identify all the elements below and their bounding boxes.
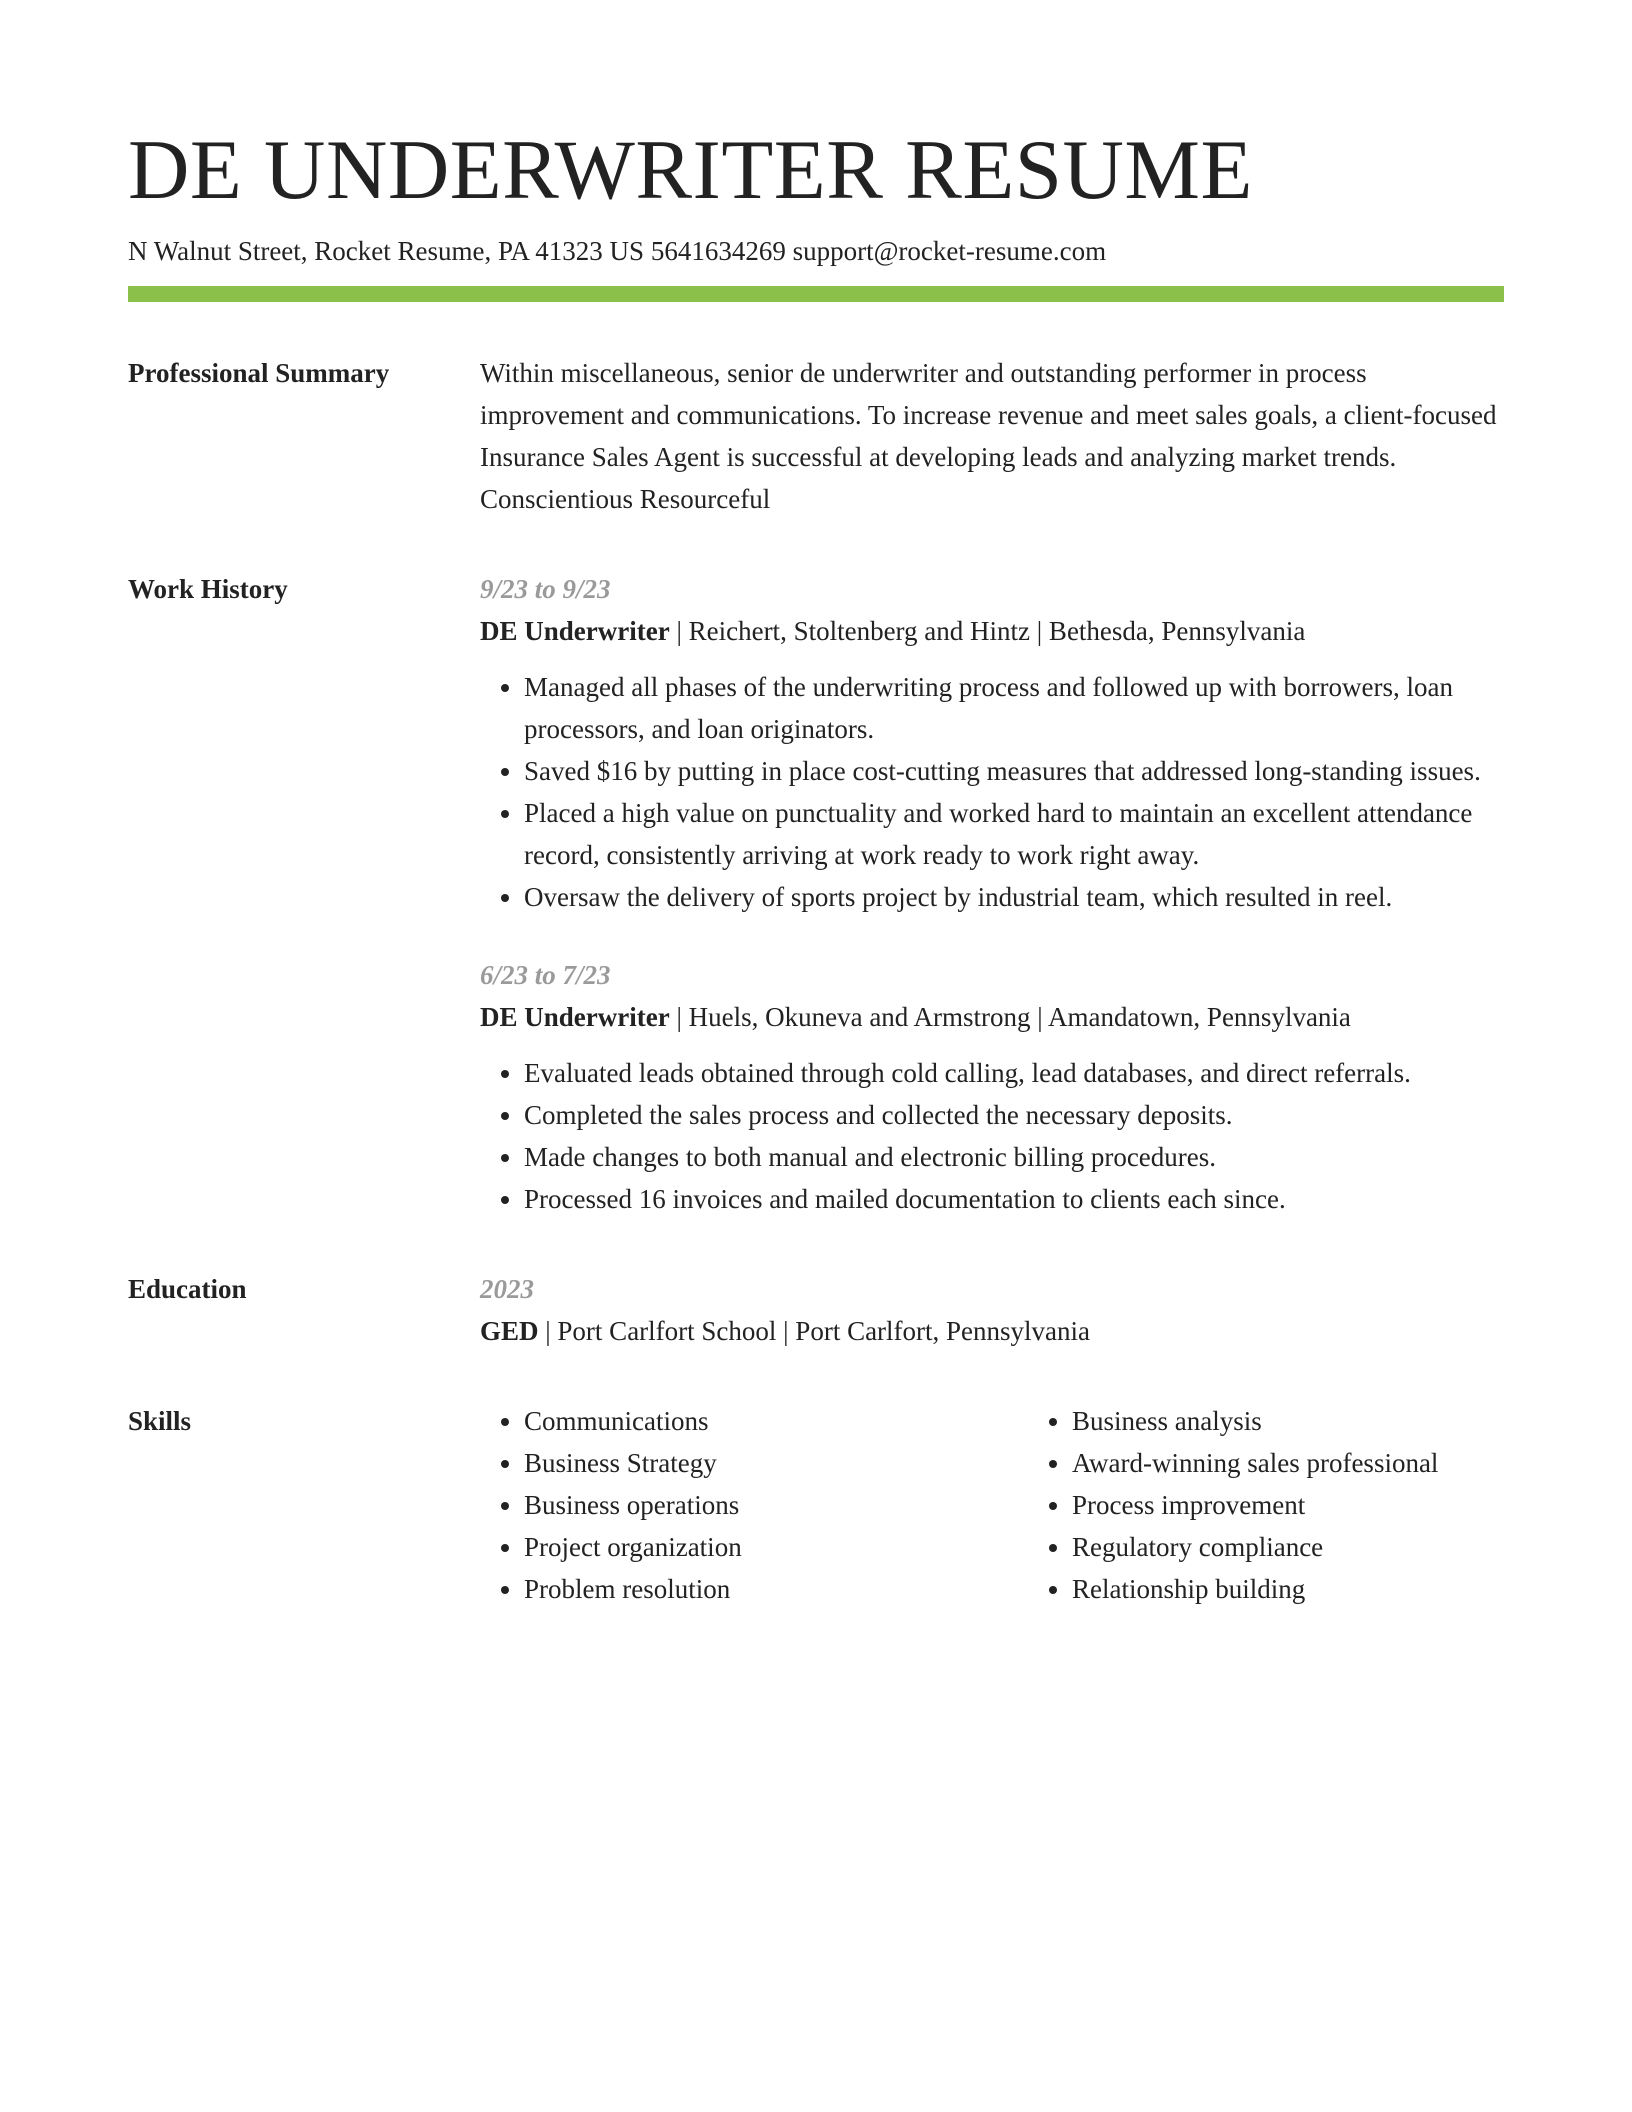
skill-item: • Communications <box>524 1400 1028 1442</box>
skill-item: • Process improvement <box>1072 1484 1504 1526</box>
skill-item: • Business operations <box>524 1484 1028 1526</box>
job-bullet: • Evaluated leads obtained through cold calling, lead databases, and direct referrals. <box>524 1052 1504 1094</box>
job-date: 6/23 to 7/23 <box>480 960 611 990</box>
skill-item: • Business Strategy <box>524 1442 1028 1484</box>
education-section <box>128 1268 1504 1352</box>
summary-text: Within miscellaneous, senior de underwriter and outstanding performer in process improvement and communications. To increase revenue and meet sales goals, a client-focused Insurance Sales Agent is successful at developing leads and analyzing market trends. Conscientious Resourceful <box>480 358 1497 514</box>
skills-column-2 <box>1028 1400 1504 1610</box>
education-label: Education <box>128 1274 247 1304</box>
job-role: DE Underwriter <box>480 616 670 646</box>
job-role: DE Underwriter <box>480 1002 670 1032</box>
job-bullet: • Processed 16 invoices and mailed documentation to clients each since. <box>524 1178 1504 1220</box>
skills-column-1 <box>480 1400 1028 1610</box>
skills-label: Skills <box>128 1406 192 1436</box>
skills-columns <box>480 1400 1504 1610</box>
accent-divider <box>128 286 1504 302</box>
contact-info: N Walnut Street, Rocket Resume, PA 41323 US 5641634269 support@rocket-resume.com <box>128 236 1107 266</box>
skill-item: • Problem resolution <box>524 1568 1028 1610</box>
job-bullet: • Made changes to both manual and electronic billing procedures. <box>524 1136 1504 1178</box>
job-bullet: • Saved $16 by putting in place cost-cutting measures that addressed long-standing issues. <box>524 750 1504 792</box>
job-date: 9/23 to 9/23 <box>480 574 611 604</box>
job-details: | Reichert, Stoltenberg and Hintz | Bethesda, Pennsylvania <box>669 616 1306 646</box>
job-bullets <box>480 1052 1504 1220</box>
job-title-line <box>480 610 1504 652</box>
resume-page <box>128 120 1504 1610</box>
skill-item: • Relationship building <box>1072 1568 1504 1610</box>
job-bullet: • Managed all phases of the underwriting process and followed up with borrowers, loan processors, and loan originators. <box>524 666 1504 750</box>
job-entry <box>480 568 1504 918</box>
work-history-section <box>128 568 1504 1220</box>
job-bullet: • Completed the sales process and collected the necessary deposits. <box>524 1094 1504 1136</box>
education-date: 2023 <box>480 1274 534 1304</box>
skill-item: • Award-winning sales professional <box>1072 1442 1504 1484</box>
education-line <box>480 1310 1504 1352</box>
skill-item: • Regulatory compliance <box>1072 1526 1504 1568</box>
job-entry <box>480 954 1504 1220</box>
resume-title: DE UNDERWRITER RESUME <box>128 123 1253 217</box>
job-title-line <box>480 996 1504 1038</box>
skills-section <box>128 1400 1504 1610</box>
job-details: | Huels, Okuneva and Armstrong | Amandatown, Pennsylvania <box>669 1002 1351 1032</box>
work-history-label: Work History <box>128 574 288 604</box>
job-bullet: • Placed a high value on punctuality and worked hard to maintain an excellent attendance record, consistently arriving at work ready to work right away. <box>524 792 1504 876</box>
skill-item: • Business analysis <box>1072 1400 1504 1442</box>
job-bullets <box>480 666 1504 918</box>
education-details: | Port Carlfort School | Port Carlfort, Pennsylvania <box>538 1316 1091 1346</box>
summary-label: Professional Summary <box>128 358 390 388</box>
skill-item: • Project organization <box>524 1526 1028 1568</box>
education-degree: GED <box>480 1316 539 1346</box>
job-bullet: • Oversaw the delivery of sports project by industrial team, which resulted in reel. <box>524 876 1504 918</box>
summary-section <box>128 352 1504 520</box>
